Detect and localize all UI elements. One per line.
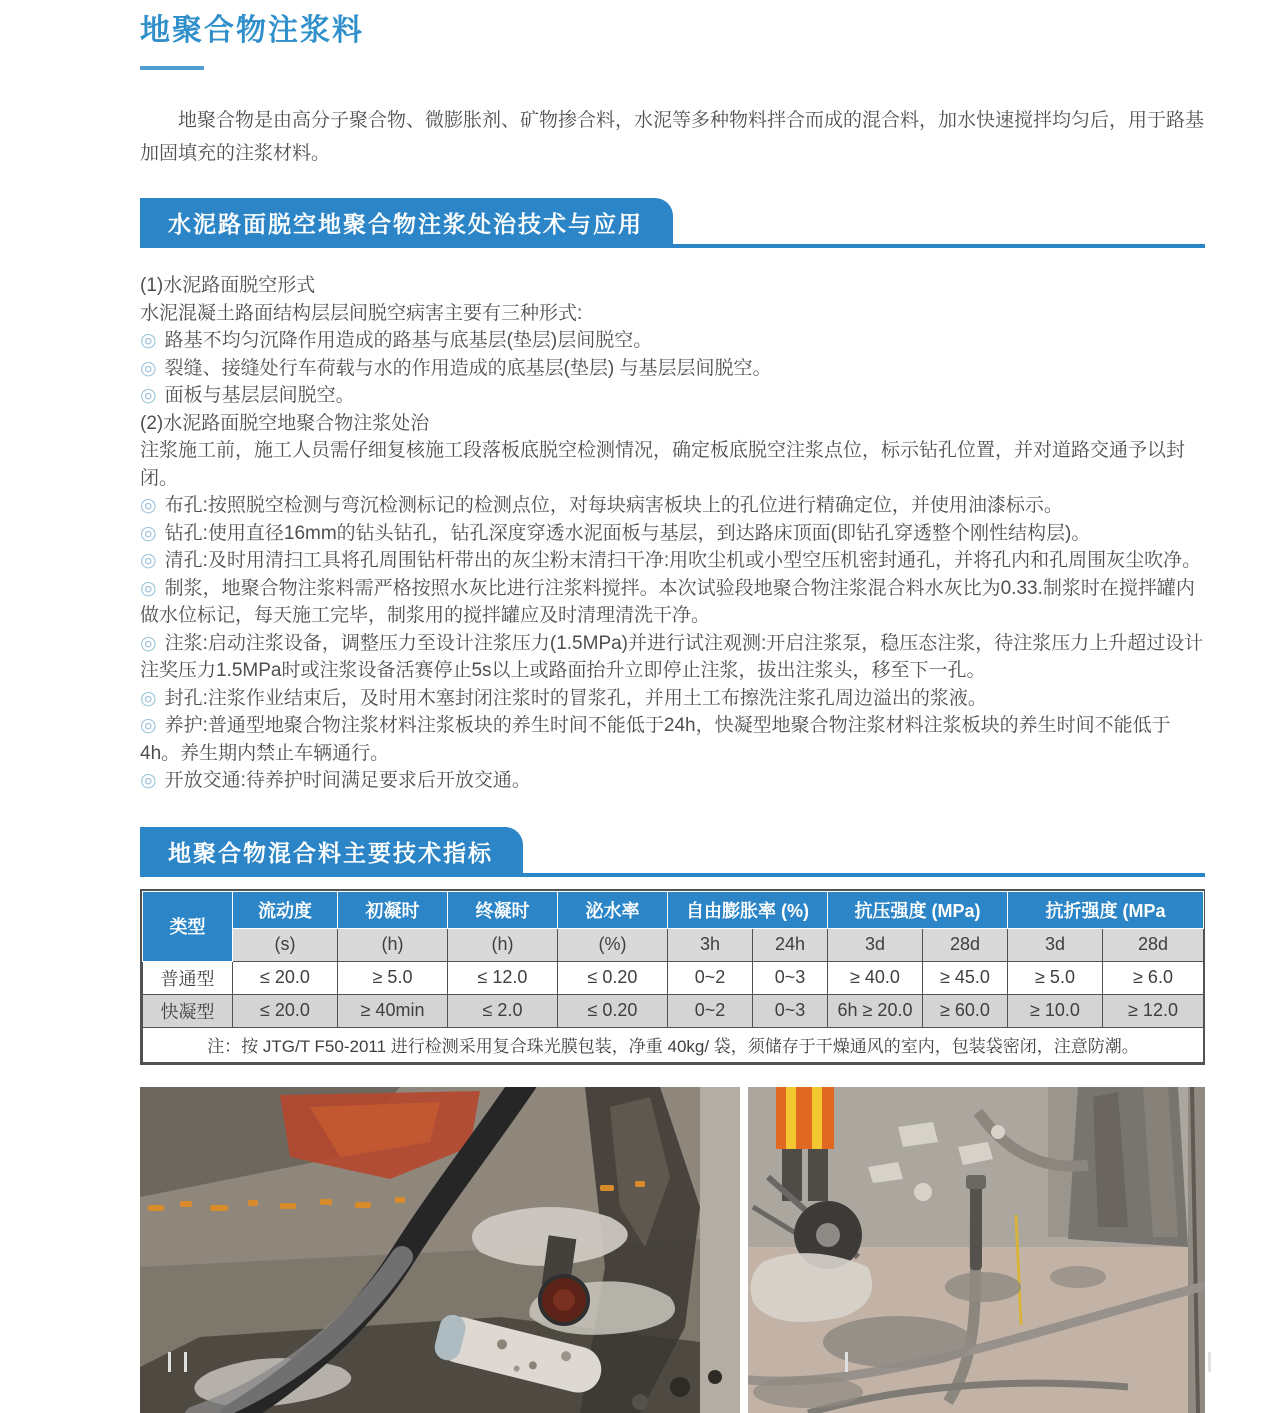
table-note-row bbox=[143, 1027, 1204, 1062]
table-cell: ≥ 6.0 bbox=[1103, 961, 1204, 994]
document-page bbox=[140, 0, 1205, 1413]
table-note: 注：按 JTG/T F50-2011 进行检测采用复合珠光膜包装，净重 40kg/ 袋，须储存于干燥通风的室内，包装袋密闭，注意防潮。 bbox=[143, 1027, 1204, 1062]
table-cell: ≥ 5.0 bbox=[338, 961, 448, 994]
table-cell: ≥ 12.0 bbox=[1103, 994, 1204, 1027]
row-type-cell: 普通型 bbox=[143, 961, 233, 994]
intro-paragraph: 地聚合物是由高分子聚合物、微膨胀剂、矿物掺合料，水泥等多种物料拌合而成的混合料，加水快速搅拌均匀后，用于路基加固填充的注浆材料。 bbox=[140, 110, 1205, 164]
table-cell: 0~2 bbox=[668, 994, 753, 1027]
table-header: 流动度 bbox=[233, 891, 338, 928]
section1-banner: 水泥路面脱空地聚合物注浆处治技术与应用 bbox=[140, 198, 673, 248]
page-edge-artifact bbox=[184, 1352, 187, 1372]
content-line: 注浆施工前，施工人员需仔细复核施工段落板底脱空检测情况，确定板底脱空注浆点位，标示钻孔位置，并对道路交通予以封闭。 bbox=[140, 440, 1186, 489]
bullet-line: ◎ 养护:普通型地聚合物注浆材料注浆板块的养生时间不能低于24h，快凝型地聚合物注浆材料注浆板块的养生时间不能低于4h。养生期内禁止车辆通行。 bbox=[140, 712, 1205, 767]
table-subheader: 3h bbox=[668, 928, 753, 961]
table-subheader: (h) bbox=[338, 928, 448, 961]
photo-row bbox=[140, 1087, 1205, 1413]
content-line: (2)水泥路面脱空地聚合物注浆处治 bbox=[140, 412, 430, 434]
technical-spec-table bbox=[142, 891, 1204, 1063]
title-underline-dash bbox=[140, 66, 204, 70]
section1-content bbox=[140, 272, 1205, 795]
bullet-line: ◎ 路基不均匀沉降作用造成的路基与底基层(垫层)层间脱空。 bbox=[140, 327, 1205, 355]
table-cell: ≤ 0.20 bbox=[558, 994, 668, 1027]
table-header: 终凝时 bbox=[448, 891, 558, 928]
row-type-cell: 快凝型 bbox=[143, 994, 233, 1027]
bullet-line: ◎ 开放交通:待养护时间满足要求后开放交通。 bbox=[140, 767, 1205, 795]
bullet-line: ◎ 钻孔:使用直径16mm的钻头钻孔，钻孔深度穿透水泥面板与基层，到达路床顶面(即钻孔穿透整个刚性结构层)。 bbox=[140, 520, 1205, 548]
section-banner-row bbox=[140, 827, 1205, 877]
table-header: 泌水率 bbox=[558, 891, 668, 928]
bullet-line: ◎ 清孔:及时用清扫工具将孔周围钻杆带出的灰尘粉末清扫干净:用吹尘机或小型空压机密封通孔，并将孔内和孔周围灰尘吹净。 bbox=[140, 547, 1205, 575]
content-line: (1)水泥路面脱空形式 bbox=[140, 275, 316, 296]
table-cell: 0~3 bbox=[753, 961, 828, 994]
bullet-line: ◎ 封孔:注浆作业结束后，及时用木塞封闭注浆时的冒浆孔，并用土工布擦洗注浆孔周边溢出的浆液。 bbox=[140, 685, 1205, 713]
table-header: 抗压强度 (MPa) bbox=[828, 891, 1008, 928]
photo-worker-grouting-site bbox=[748, 1087, 1205, 1413]
banner-extension-line bbox=[523, 873, 1205, 877]
photo-left-illustration bbox=[140, 1087, 740, 1413]
section-banner-row bbox=[140, 198, 1205, 248]
table-subheader: (%) bbox=[558, 928, 668, 961]
table-header: 初凝时 bbox=[338, 891, 448, 928]
banner-extension-line bbox=[673, 244, 1205, 248]
table-cell: ≥ 10.0 bbox=[1008, 994, 1103, 1027]
table-subheader: 28d bbox=[923, 928, 1008, 961]
page-edge-artifact bbox=[168, 1352, 171, 1372]
table-cell: ≥ 5.0 bbox=[1008, 961, 1103, 994]
table-cell: ≥ 40min bbox=[338, 994, 448, 1027]
table-cell: ≤ 20.0 bbox=[233, 961, 338, 994]
bullet-line: ◎ 注浆:启动注浆设备，调整压力至设计注浆压力(1.5MPa)并进行试注观测:开启注浆泵，稳压态注浆，待注浆压力上升超过设计注奖压力1.5MPa时或注浆设备活赛停止5s以上或路面抬升立即停止注浆，拔出注浆头，移至下一孔。 bbox=[140, 630, 1205, 685]
bullet-line: ◎ 制浆，地聚合物注浆料需严格按照水灰比进行注浆料搅拌。本次试验段地聚合物注浆混合料水灰比为0.33.制浆时在搅拌罐内做水位标记，每天施工完毕，制浆用的搅拌罐应及时清理清洗干净。 bbox=[140, 575, 1205, 630]
table-row bbox=[143, 994, 1204, 1027]
table-cell: ≤ 12.0 bbox=[448, 961, 558, 994]
bullet-line: ◎ 面板与基层层间脱空。 bbox=[140, 382, 1205, 410]
bullet-line: ◎ 布孔:按照脱空检测与弯沉检测标记的检测点位，对每块病害板块上的孔位进行精确定位，并使用油漆标示。 bbox=[140, 492, 1205, 520]
table-header: 抗折强度 (MPa bbox=[1008, 891, 1204, 928]
table-subheader: (s) bbox=[233, 928, 338, 961]
bullet-line: ◎ 裂缝、接缝处行车荷载与水的作用造成的底基层(垫层) 与基层层间脱空。 bbox=[140, 355, 1205, 383]
photo-right-illustration bbox=[748, 1087, 1205, 1413]
spec-table-wrapper bbox=[140, 889, 1205, 1065]
page-edge-artifact bbox=[1208, 1352, 1211, 1372]
table-cell: 0~2 bbox=[668, 961, 753, 994]
table-subheader: 3d bbox=[828, 928, 923, 961]
table-row bbox=[143, 961, 1204, 994]
content-line: 水泥混凝土路面结构层层间脱空病害主要有三种形式: bbox=[140, 302, 583, 324]
table-header-type: 类型 bbox=[143, 891, 233, 961]
table-cell: ≥ 60.0 bbox=[923, 994, 1008, 1027]
page-title: 地聚合物注浆料 bbox=[140, 14, 364, 47]
photo-grouting-hose-on-pavement bbox=[140, 1087, 740, 1413]
table-cell: ≤ 0.20 bbox=[558, 961, 668, 994]
table-cell: 6h ≥ 20.0 bbox=[828, 994, 923, 1027]
table-subheader: 24h bbox=[753, 928, 828, 961]
table-cell: ≤ 20.0 bbox=[233, 994, 338, 1027]
table-cell: ≥ 40.0 bbox=[828, 961, 923, 994]
page-edge-artifact bbox=[845, 1352, 848, 1372]
table-subheader: 3d bbox=[1008, 928, 1103, 961]
table-subheader: (h) bbox=[448, 928, 558, 961]
section2-banner: 地聚合物混合料主要技术指标 bbox=[140, 827, 523, 877]
table-header: 自由膨胀率 (%) bbox=[668, 891, 828, 928]
table-subheader: 28d bbox=[1103, 928, 1204, 961]
table-cell: ≥ 45.0 bbox=[923, 961, 1008, 994]
table-cell: ≤ 2.0 bbox=[448, 994, 558, 1027]
table-cell: 0~3 bbox=[753, 994, 828, 1027]
